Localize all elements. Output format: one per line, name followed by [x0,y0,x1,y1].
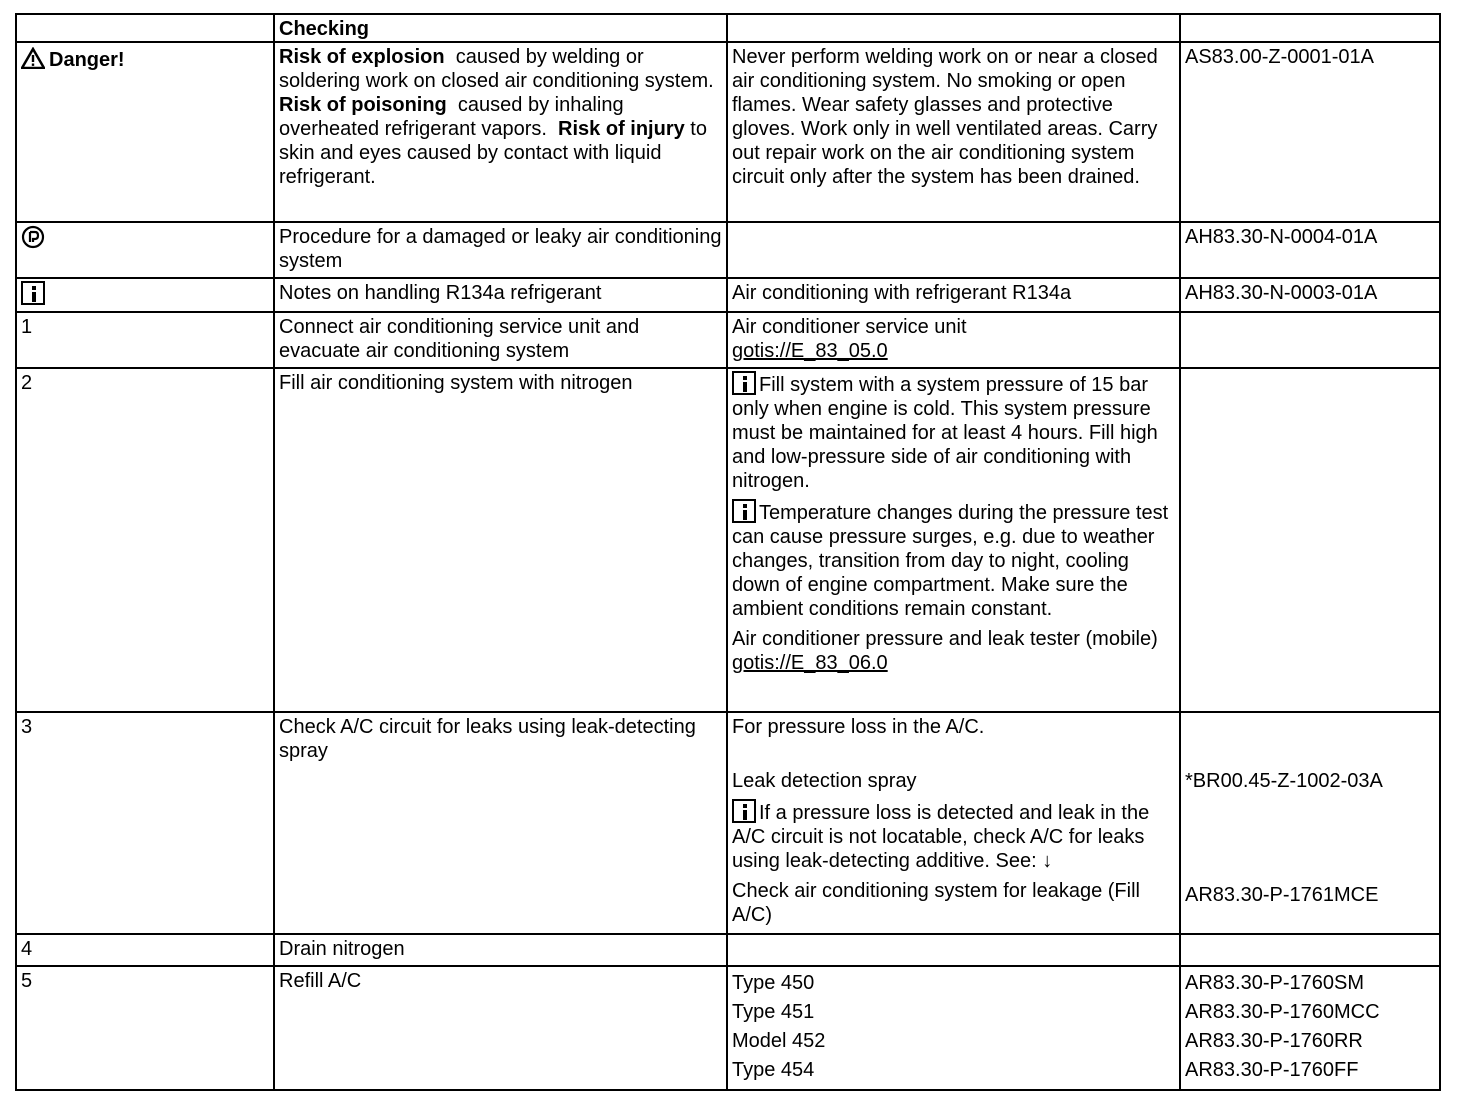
type-line: Type 450 [732,972,815,994]
detail-line: For pressure loss in the A/C. [732,716,985,738]
danger-text-part: to skin and eyes caused by contact with liquid refrigerant. [279,118,713,188]
ref-code: AR83.30-P-1760RR [1185,1030,1363,1052]
danger-text-part: Risk of explosion [279,46,445,68]
note-ref: AH83.30-N-0003-01A [1180,278,1440,312]
info-icon [732,499,756,523]
note-paragraph [732,799,1175,873]
step-number: 2 [16,368,274,712]
step-ref-cell [1180,966,1440,1090]
ref-code: AR83.30-P-1760MCC [1185,1001,1380,1023]
env-row [16,222,1440,278]
env-desc: Procedure for a damaged or leaky air conditioning system [274,222,727,278]
step-row-4 [16,934,1440,966]
step-ref-empty [1180,368,1440,712]
header-row [16,14,1440,42]
info-icon [732,371,756,395]
step-number: 4 [16,934,274,966]
gotis-link[interactable]: gotis://E_83_06.0 [732,652,888,674]
step-number: 5 [16,966,274,1090]
note-text: If a pressure loss is detected and leak in the A/C circuit is not locatable, check A/C for leaks using leak-detecting additive. See: [732,802,1150,872]
step-detail-cell [727,368,1180,712]
detail-line: Leak detection spray [732,770,917,792]
step-detail-empty [727,934,1180,966]
info-icon [21,281,45,305]
environment-icon [21,225,45,255]
detail-line: Check air conditioning system for leakage (Fill A/C) [732,880,1140,926]
danger-label: Danger! [49,49,125,71]
note-row [16,278,1440,312]
note-text: Temperature changes during the pressure test can cause pressure surges, e.g. due to weather changes, transition from day to night, cooling down of engine compartment. Make sure the ambient conditions remain constant. [732,502,1169,620]
env-icon-cell [16,222,274,278]
step-desc: Connect air conditioning service unit and evacuate air conditioning system [274,312,727,368]
note-desc: Notes on handling R134a refrigerant [274,278,727,312]
header-cell-empty [1180,14,1440,42]
danger-text-part: Risk of poisoning [279,94,447,116]
danger-advice: Never perform welding work on or near a closed air conditioning system. No smoking or open flames. Wear safety glasses and protective gloves. Work only in well ventilated areas. Carry out repair work on the air conditioning system circuit only after the system has been drained. [727,42,1180,222]
tool-name: Air conditioner pressure and leak tester (mobile) [732,628,1158,650]
note-detail: Air conditioning with refrigerant R134a [727,278,1180,312]
note-icon-cell [16,278,274,312]
step-detail-cell [727,312,1180,368]
step-ref-empty [1180,934,1440,966]
ref-code: AR83.30-P-1760SM [1185,972,1364,994]
note-paragraph [732,371,1175,493]
step-detail-cell [727,966,1180,1090]
step-row-5 [16,966,1440,1090]
header-cell-empty [16,14,274,42]
step-number: 3 [16,712,274,934]
danger-row [16,42,1440,222]
type-line: Model 452 [732,1030,826,1052]
procedure-table [15,13,1441,1091]
step-row-2 [16,368,1440,712]
step-detail-cell [727,712,1180,934]
step-desc: Drain nitrogen [274,934,727,966]
env-ref: AH83.30-N-0004-01A [1180,222,1440,278]
ref-code: *BR00.45-Z-1002-03A [1185,770,1383,792]
info-icon [732,799,756,823]
note-text: Fill system with a system pressure of 15 bar only when engine is cold. This system pressure must be maintained for at least 4 hours. Fill high and low-pressure side of air conditioning with nitrogen. [732,374,1158,492]
type-line: Type 454 [732,1059,815,1081]
danger-ref: AS83.00-Z-0001-01A [1180,42,1440,222]
step-row-1 [16,312,1440,368]
step-desc: Check A/C circuit for leaks using leak-detecting spray [274,712,727,934]
warning-triangle-icon [21,47,45,75]
step-ref-empty [1180,312,1440,368]
header-title: Checking [274,14,727,42]
ref-code: AR83.30-P-1761MCE [1185,884,1379,906]
step-ref-cell [1180,712,1440,934]
header-cell-empty [727,14,1180,42]
step-desc: Fill air conditioning system with nitrogen [274,368,727,712]
ref-code: AR83.30-P-1760FF [1185,1059,1359,1081]
danger-text-part: caused by inhaling overheated refrigerant vapors. [279,94,630,140]
step-number: 1 [16,312,274,368]
env-detail-empty [727,222,1180,278]
note-paragraph [732,499,1175,621]
danger-text-part: caused by welding or soldering work on closed air conditioning system. [279,46,720,92]
danger-text-cell [274,42,727,222]
type-line: Type 451 [732,1001,815,1023]
tool-name: Air conditioner service unit [732,316,967,338]
danger-text-part: Risk of injury [558,118,685,140]
step-desc: Refill A/C [274,966,727,1090]
down-arrow-icon[interactable]: ↓ [1042,850,1053,872]
gotis-link[interactable]: gotis://E_83_05.0 [732,340,888,362]
danger-label-cell [16,42,274,222]
step-row-3 [16,712,1440,934]
